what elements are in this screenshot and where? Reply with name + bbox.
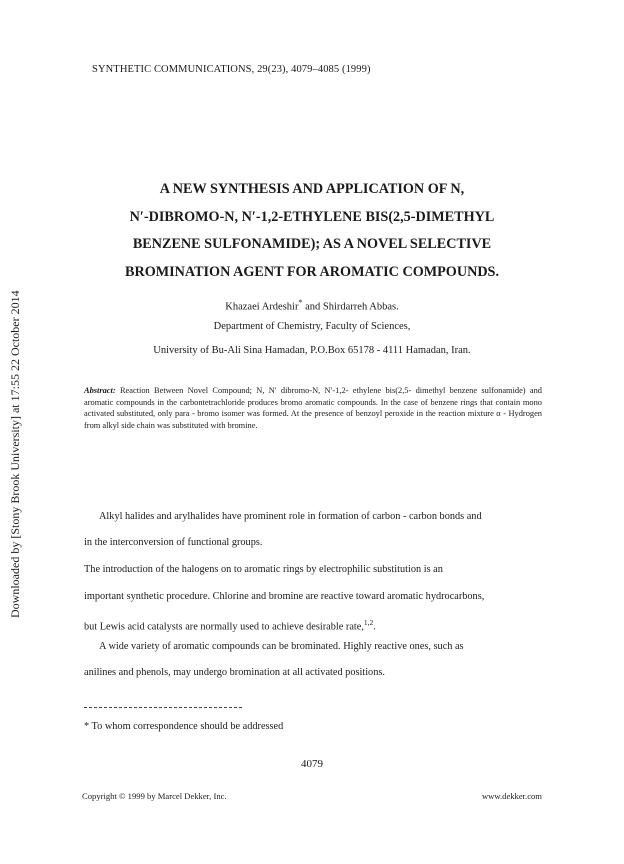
abstract-text: Reaction Between Novel Compound; N, N′ dibromo-N, N′-1,2- ethylene bis(2,5- dimethyl benzene sulfonamide) and aromatic compounds in the carbontetrachloride produces bromo aromatic compounds. In the case of benzene rings that contain mono activated substituted, only para - bromo isomer was formed. At the presence of benzoyl peroxide in the reaction mixture α - Hydrogen from alkyl side chain was substituted with bromine. bbox=[84, 386, 542, 430]
publisher-website: www.dekker.com bbox=[481, 791, 542, 801]
footnote: * To whom correspondence should be addressed bbox=[84, 721, 284, 732]
affiliation-line: Department of Chemistry, Faculty of Sciences, bbox=[213, 321, 411, 332]
affiliation-line: University of Bu-Ali Sina Hamadan, P.O.Box 65178 - 4111 Hamadan, Iran. bbox=[153, 345, 471, 356]
article-title bbox=[60, 176, 564, 286]
title-line: BENZENE SULFONAMIDE); AS A NOVEL SELECTIVE bbox=[132, 236, 492, 252]
author-name: Khazaei Ardeshir bbox=[225, 301, 299, 313]
abstract bbox=[84, 385, 542, 431]
body-text-end: . bbox=[373, 621, 376, 633]
copyright-notice: Copyright © 1999 by Marcel Dekker, Inc. bbox=[82, 791, 227, 801]
title-line: A NEW SYNTHESIS AND APPLICATION OF N, bbox=[159, 181, 465, 197]
body-line: The introduction of the halogens on to aromatic rings by electrophilic substitution is an bbox=[84, 564, 443, 575]
author-list bbox=[0, 298, 624, 313]
body-line: in the interconversion of functional groups. bbox=[84, 537, 263, 548]
author-separator: and bbox=[302, 301, 323, 313]
body-line: anilines and phenols, may undergo bromination at all activated positions. bbox=[84, 667, 385, 678]
corresponding-mark: * bbox=[298, 298, 303, 307]
page-number: 4079 bbox=[301, 758, 323, 770]
body-line: important synthetic procedure. Chlorine and bromine are reactive toward aromatic hydrocarbons, bbox=[84, 591, 485, 602]
reference-mark: 1,2 bbox=[363, 618, 374, 627]
footnote-divider bbox=[84, 707, 242, 708]
body-line: Alkyl halides and arylhalides have prominent role in formation of carbon - carbon bonds and bbox=[99, 511, 482, 522]
body-line bbox=[84, 618, 542, 632]
abstract-label: Abstract: bbox=[84, 386, 116, 395]
author-name: Shirdarreh Abbas. bbox=[322, 301, 399, 313]
journal-citation: SYNTHETIC COMMUNICATIONS, 29(23), 4079–4085 (1999) bbox=[92, 64, 371, 75]
body-line: A wide variety of aromatic compounds can be brominated. Highly reactive ones, such as bbox=[99, 641, 464, 652]
download-watermark: Downloaded by [Stony Brook University] at 17:55 22 October 2014 bbox=[8, 290, 22, 618]
body-text: but Lewis acid catalysts are normally used to achieve desirable rate, bbox=[84, 621, 364, 633]
title-line: N′-DIBROMO-N, N′-1,2-ETHYLENE BIS(2,5-DIMETHYL bbox=[129, 208, 495, 225]
title-line: BROMINATION AGENT FOR AROMATIC COMPOUNDS. bbox=[124, 263, 499, 280]
